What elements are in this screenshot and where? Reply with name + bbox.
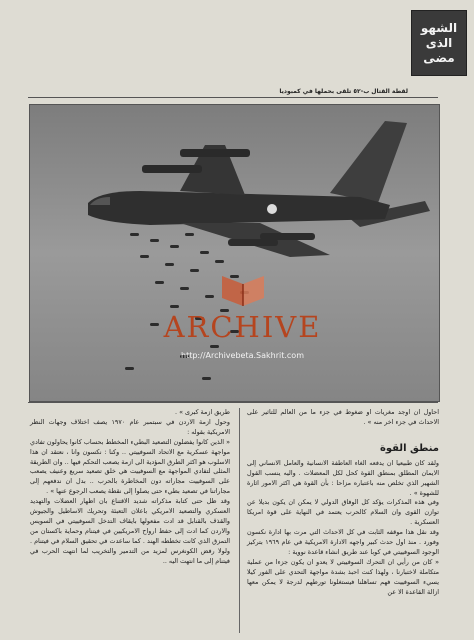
- paragraph: طريق ازمة كبرى » .: [175, 408, 230, 416]
- archive-url: http://Archivebeta.Sakhrit.com: [181, 351, 304, 360]
- paragraph: « الذين كانوا يفضلون التصعيد البطيء المخطط بحساب كانوا يحاولون تفادي مواجهة عسكرية مع الاتحاد السوفييتي .. وكنا : نكسون وانا ، نعتقد ان هذا الاسلوب هو اكثر الطرق المؤدية الى ازمة يصعب التحكم فيها .. وان الطريقة المثلى لتفادي المواجهة مع السوفييت هي خلق تصعيد سريع وعنيف يصعب على السوفييت مجاراته دون المخاطرة بالحرب .. بدل ان ندفعهم إلى مجاراتنا في تصعيد بطيء حتى يصلوا إلى نقطة يصعب الرجوع عنها » .: [30, 437, 230, 496]
- paragraph: وقد نقل هذا موقفه الثابت في كل الاحداث التي مرت بها ادارة نكسون وفورد . منذ اول حدث كبير واجهه الادارة الامريكية في عام ١٩٦٩ بتركيز الوجود السوفييتي في كوبا عند طريق انشاء قاعدة نووية :: [247, 528, 439, 556]
- paragraph: احاول ان اوجد مغريات او ضغوط في جزء ما من العالم للتاثير على الاحداث في جزء اخر منه » .: [247, 408, 439, 426]
- caption-rule: [28, 97, 438, 98]
- photo-rule: [28, 402, 438, 403]
- section-logo: [411, 10, 467, 76]
- section-logo-line2: الذى: [425, 35, 453, 50]
- section-logo-line3: مضى: [423, 50, 455, 65]
- subheading: منطق القوة: [379, 442, 439, 454]
- archive-word: ARCHIVE: [163, 310, 322, 344]
- section-logo-line1: الشهو: [420, 20, 458, 35]
- archive-watermark: [150, 272, 335, 372]
- paragraph: وفي هذه المذكرات يؤكد كل الوفاق الدولي لا يمكن ان يكون بديلا عن توازن القوى وان السلام كالحرب يعتمد في النهاية على قوة امريكا العسكرية .: [247, 498, 439, 527]
- book-logo-icon: [220, 272, 266, 310]
- article-column-left: [30, 408, 230, 567]
- paragraph: ولقد كان طبيعيا ان يدفعه الغاء العاطفة الانسانية والعامل الانساني إلى الايمان المطلق بمنطق القوة كحل لكل المعضلات . واليه ينسب القول الشهير الذي تخلص منه باعتباره مزاحا : بأن القوة هي اكثر الامور اثارة للشهوة » .: [247, 458, 439, 497]
- paragraph: « كان من رأيي ان التحرك السوفييتي لا يعدو ان يكون جزءا من عملية متكاملة لاختبارنا ، ولهذا كنت احبذ بشدة مواجهة التحدي على الفور كيلا يسيء السوفييت فهم تساهلنا فيستغلونا تورطهم لدرجة لا يمكن معها ازالة القاعدة الا عن: [247, 557, 439, 596]
- column-divider: [239, 408, 240, 633]
- paragraph: وحول ازمة الاردن في سبتمبر عام ١٩٧٠ يصف اختلاف وجهات النظر الامريكية بقوله :: [30, 417, 230, 436]
- photo-caption: لقطة القتال ب-٥٢ تلقى بحملها في كمبوديا: [279, 88, 408, 95]
- article-column-right: [247, 408, 439, 598]
- paragraph: وقد ظل حتى كتابة مذكراته شديد الاقتناع بان اظهار العضلات والتهديد العسكري والتصعيد الامريكي باعلان التعبئة وتحريك الاساطيل والجيوش والقذف بالقنابل قد ادت مفعولها بايقاف التدخل السوفييتي في السويس والاردن كما ادت إلى حفظ ارواح الامريكيين في فيتنام وحماية باكستان من التمزق الذي كانت تخططه الهند . كما ساعدت في تحقيق السلام في فيتنام . ولولا رفض الكونغرس لمزيد من التدمير والتخريب لما انتهت الحرب في فيتنام إلى ما انتهت اليه ..: [30, 497, 230, 565]
